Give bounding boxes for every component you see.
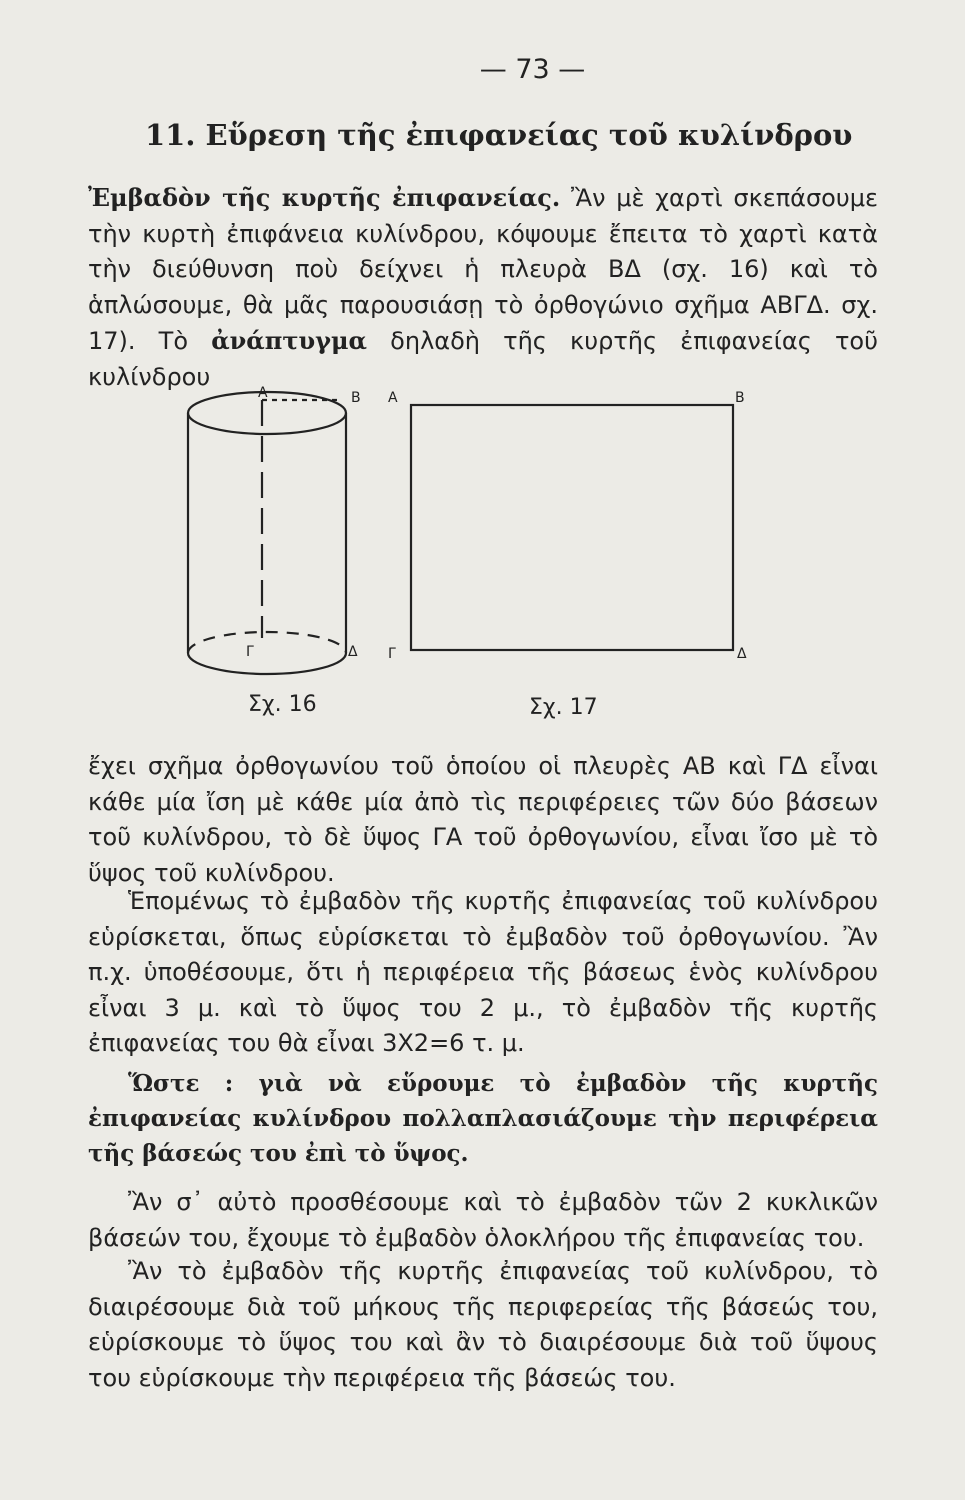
- fig17-label-g: Γ: [388, 646, 396, 662]
- paragraph-inverse: [88, 1254, 878, 1396]
- fig17-label-d: Δ: [737, 646, 747, 662]
- page-number: — 73 —: [479, 54, 586, 85]
- figures: [170, 380, 780, 735]
- fig16-label-a: Α: [258, 385, 268, 401]
- paragraph-text: Ἂν μὲ χαρτὶ σκεπάσουμε τὴν κυρτὴ ἐπιφάνεια κυλίνδρου, κόψουμε ἔπειτα τὸ χαρτὶ κατὰ τὴν διεύθυνση ποὺ δείχνει ἡ πλευρὰ ΒΔ (σχ. 16) καὶ τὸ ἁπλώσουμε, θὰ μᾶς παρουσιάσῃ τὸ ὀρθογώνιο σχῆμα ΑΒΓΔ. σχ. 17). Τὸ: [88, 184, 878, 355]
- cylinder-bottom-front: [188, 653, 346, 674]
- fig16-label-b: Β: [351, 390, 361, 406]
- paragraph-inverse-text: Ἂν τὸ ἐμβαδὸν τῆς κυρτῆς ἐπιφανείας τοῦ κυλίνδρου, τὸ διαιρέσουμε διὰ τοῦ μήκους τῆς περιφερείας τῆς βάσεώς του, εὑρίσκουμε τὸ ὕψος του καὶ ἂν τὸ διαιρέσουμε διὰ τοῦ ὕψους του εὑρίσκουμε τὴν περιφέρεια τῆς βάσεώς του.: [88, 1257, 878, 1392]
- fig17-label-a: Α: [388, 390, 398, 406]
- paragraph-area-example: [88, 884, 878, 1062]
- section-title: 11. Εὕρεση τῆς ἐπιφανείας τοῦ κυλίνδρου: [145, 118, 853, 152]
- figure-17-caption: Σχ. 17: [529, 695, 598, 720]
- fig17-label-b: Β: [735, 390, 745, 406]
- rectangle-development: [411, 405, 733, 650]
- paragraph-rule-text: Ὥστε : γιὰ νὰ εὕρουμε τὸ ἐμβαδὸν τῆς κυρτῆς ἐπιφανείας κυλίνδρου πολλαπλασιάζουμε τὴν περιφέρεια τῆς βάσεώς του ἐπὶ τὸ ὕψος.: [88, 1070, 878, 1167]
- fig16-label-d: Δ: [348, 644, 358, 660]
- paragraph-intro: [88, 180, 878, 395]
- term-anaptygma: ἀνάπτυγμα: [211, 326, 368, 355]
- paragraph-total-area-text: Ἂν σ᾽ αὐτὸ προσθέσουμε καὶ τὸ ἐμβαδὸν τῶν 2 κυκλικῶν βάσεών του, ἔχουμε τὸ ἐμβαδὸν ὁλοκλήρου τῆς ἐπιφανείας του.: [88, 1188, 878, 1252]
- figure-16-caption: Σχ. 16: [248, 692, 317, 717]
- fig16-label-g: Γ: [246, 644, 254, 660]
- paragraph-rule: [88, 1066, 878, 1171]
- paragraph-area-example-text: Ἑπομένως τὸ ἐμβαδὸν τῆς κυρτῆς ἐπιφανείας τοῦ κυλίνδρου εὑρίσκεται, ὅπως εὑρίσκεται τὸ ἐμβαδὸν τοῦ ὀρθογωνίου. Ἂν π.χ. ὑποθέσουμε, ὅτι ἡ περιφέρεια τῆς βάσεως ἑνὸς κυλίνδρου εἶναι 3 μ. καὶ τὸ ὕψος του 2 μ., τὸ ἐμβαδὸν τῆς κυρτῆς ἐπιφανείας του θὰ εἶναι 3X2=6 τ. μ.: [88, 887, 878, 1057]
- paragraph-rectangle: ἔχει σχῆμα ὀρθογωνίου τοῦ ὁποίου οἱ πλευρὲς ΑΒ καὶ ΓΔ εἶναι κάθε μία ἴση μὲ κάθε μία ἀπὸ τὶς περιφέρειες τῶν δύο βάσεων τοῦ κυλίνδρου, τὸ δὲ ὕψος ΓΑ τοῦ ὀρθογωνίου, εἶναι ἴσο μὲ τὸ ὕψος τοῦ κυλίνδρου.: [88, 752, 878, 887]
- paragraph-lead: Ἐμβαδὸν τῆς κυρτῆς ἐπιφανείας.: [88, 183, 561, 212]
- paragraph-total-area: [88, 1185, 878, 1256]
- paragraph-text-cont: δηλαδὴ τῆς κυρτῆς ἐπιφανείας τοῦ κυλίνδρου: [88, 327, 878, 391]
- cylinder-figure: [188, 392, 346, 674]
- cylinder-bottom-back: [188, 632, 346, 653]
